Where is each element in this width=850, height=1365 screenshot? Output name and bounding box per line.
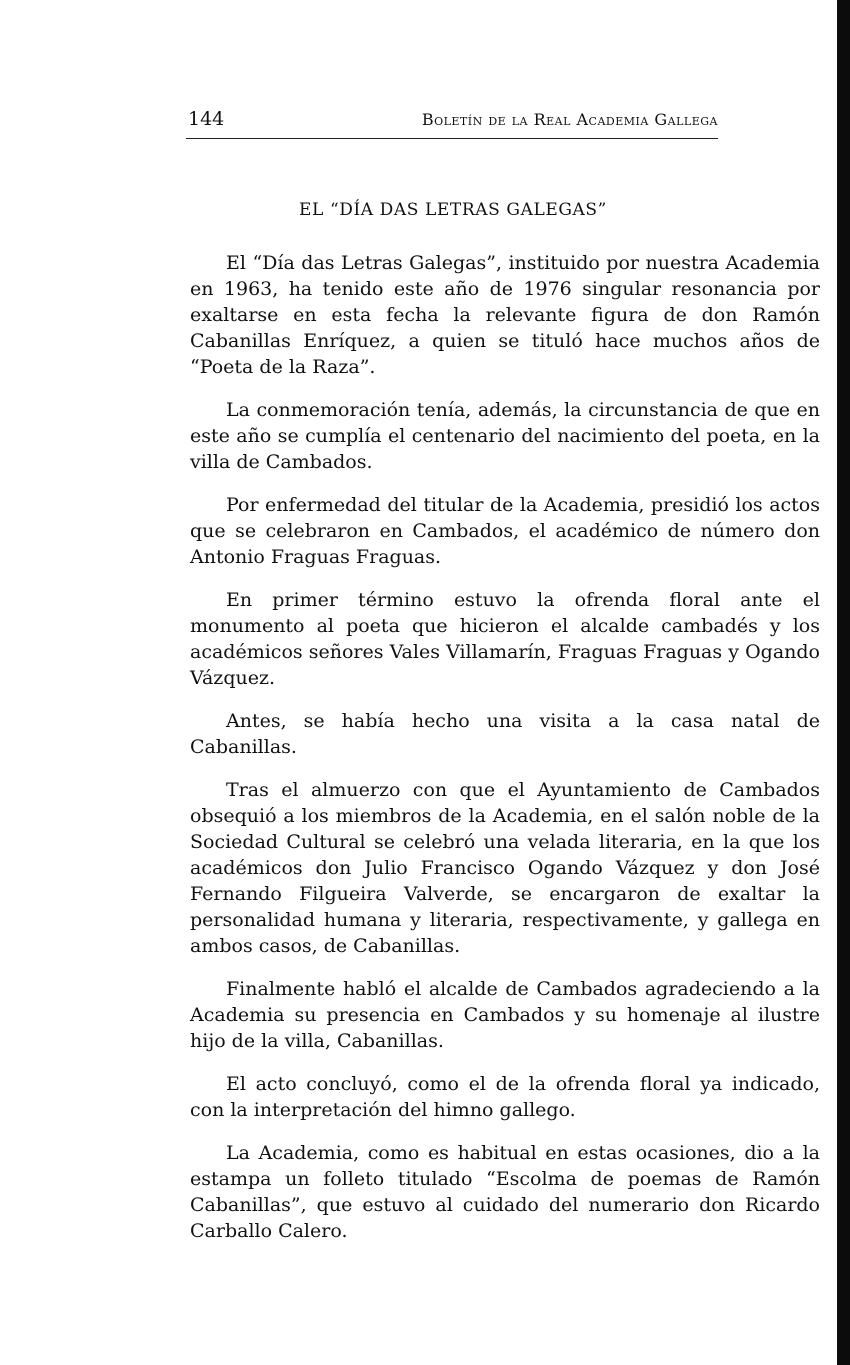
article-title: EL “DÍA DAS LETRAS GALEGAS” (299, 200, 607, 220)
paragraph: La Academia, como es habitual en estas ocasiones, dio a la estampa un folleto titulado “Escolma de poemas de Ramón Cabanillas”, que estuvo al cuidado del numerario don Ricardo Carballo Calero. (190, 1142, 820, 1242)
scan-edge-shadow (837, 0, 850, 1365)
paragraph: La conmemoración tenía, además, la circunstancia de que en este año se cumplía el centenario del nacimiento del poeta, en la villa de Cambados. (190, 399, 820, 473)
header-rule (186, 138, 718, 139)
paragraph: El acto concluyó, como el de la ofrenda floral ya indicado, con la interpretación del himno gallego. (190, 1073, 820, 1121)
paragraph: Antes, se había hecho una visita a la casa natal de Cabanillas. (190, 710, 820, 758)
running-head: Boletín de la Real Academia Gallega (421, 110, 718, 129)
paragraph: Tras el almuerzo con que el Ayuntamiento de Cambados obsequió a los miembros de la Academia, en el salón noble de la Sociedad Cultural se celebró una velada literaria, en la que los académicos don Julio Francisco Ogando Vázquez y don José Fernando Filgueira Valverde, se encargaron de exaltar la personalidad humana y literaria, respectivamente, y gallega en ambos casos, de Cabanillas. (190, 779, 820, 957)
article-body (190, 250, 820, 1261)
page-header (188, 108, 718, 138)
paragraph: El “Día das Letras Galegas”, instituido por nuestra Academia en 1963, ha tenido este año de 1976 singular resonancia por exaltarse en esta fecha la relevante figura de don Ramón Cabanillas Enríquez, a quien se tituló hace muchos años de “Poeta de la Raza”. (190, 252, 820, 378)
paragraph: Finalmente habló el alcalde de Cambados agradeciendo a la Academia su presencia en Cambados y su homenaje al ilustre hijo de la villa, Cabanillas. (190, 978, 820, 1052)
paragraph: En primer término estuvo la ofrenda floral ante el monumento al poeta que hicieron el alcalde cambadés y los académicos señores Vales Villamarín, Fraguas Fraguas y Ogando Vázquez. (190, 589, 820, 689)
page-number: 144 (188, 108, 225, 130)
paragraph: Por enfermedad del titular de la Academia, presidió los actos que se celebraron en Cambados, el académico de número don Antonio Fraguas Fraguas. (190, 494, 820, 568)
